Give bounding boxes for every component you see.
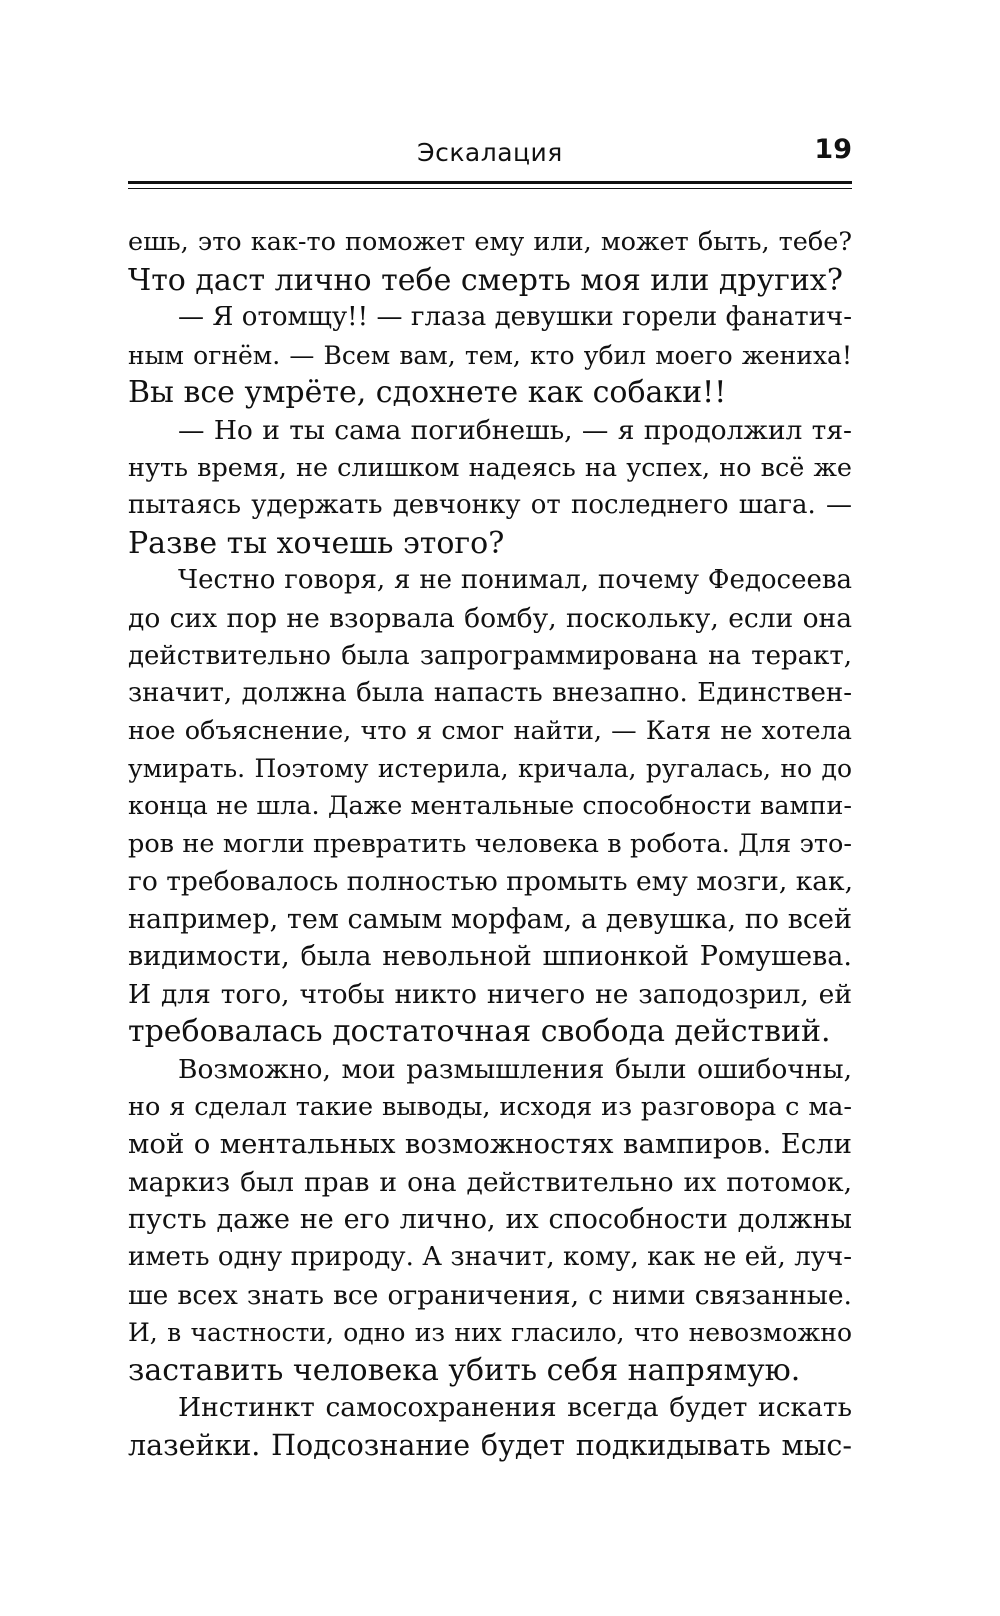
text-line: Честно говоря, я не понимал, почему Федосеева	[178, 565, 852, 596]
text-line: го требовалось полностью промыть ему мозги, как,	[128, 866, 854, 898]
text-line: значит, должна была напасть внезапно. Единствен-	[128, 678, 852, 709]
text-line: пусть даже не его лично, их способности должны	[128, 1204, 852, 1236]
text-line: Инстинкт самосохранения всегда будет искать	[178, 1392, 852, 1424]
running-header	[128, 132, 852, 172]
text-line: пытаясь удержать девчонку от последнего шага. —	[128, 490, 852, 521]
text-line: ров не могли превратить человека в робота. Для это-	[128, 828, 852, 859]
text-line: ешь, это как-то поможет ему или, может быть, тебе?	[128, 227, 852, 257]
text-line: до сих пор не взорвала бомбу, поскольку, если она	[128, 602, 852, 634]
text-line: нуть время, не слишком надеясь на успех, но всё же	[128, 452, 852, 483]
text-line: но я сделал такие выводы, исходя из разговора с ма-	[128, 1091, 852, 1122]
text-line: лазейки. Подсознание будет подкидывать мыс-	[128, 1429, 852, 1462]
text-line: Возможно, мои размышления были ошибочны,	[178, 1054, 852, 1086]
text-line: Вы все умрёте, сдохнете как собаки!!	[128, 375, 727, 411]
chapter-title: Эскалация	[417, 138, 563, 167]
text-line: видимости, была невольной шпионкой Ромушева.	[128, 941, 852, 973]
text-line: например, тем самым морфам, а девушка, по всей	[128, 903, 852, 935]
header-rule-thin	[128, 188, 852, 189]
text-line: Разве ты хочешь этого?	[128, 525, 505, 561]
page-number: 19	[814, 134, 852, 165]
text-line: Что даст лично тебе смерть моя или других?	[128, 262, 843, 298]
text-line: мой о ментальных возможностях вампиров. Если	[128, 1128, 852, 1161]
body-text	[128, 224, 852, 1465]
text-line: действительно была запрограммирована на теракт,	[128, 640, 852, 671]
text-line: конца не шла. Даже ментальные способности вампи-	[128, 790, 852, 821]
text-line: И, в частности, одно из них гласило, что невозможно	[128, 1318, 852, 1348]
text-line: иметь одну природу. А значит, кому, как не ей, луч-	[128, 1242, 852, 1273]
text-line: ное объяснение, что я смог найти, — Катя не хотела	[128, 715, 852, 746]
text-line: умирать. Поэтому истерила, кричала, ругалась, но до	[128, 754, 852, 784]
header-rule-thick	[128, 181, 852, 184]
text-line: ше всех знать все ограничения, с ними связанные.	[128, 1279, 852, 1311]
text-line: — Но и ты сама погибнешь, — я продолжил тя-	[178, 414, 852, 446]
text-line: ным огнём. — Всем вам, тем, кто убил моего жениха!	[128, 340, 852, 370]
text-line: И для того, чтобы никто ничего не заподозрил, ей	[128, 978, 852, 1010]
text-line: — Я отомщу!! — глаза девушки горели фанатич-	[178, 302, 852, 333]
text-line: маркиз был прав и она действительно их потомок,	[128, 1166, 852, 1198]
text-line: требовалась достаточная свобода действий.	[128, 1014, 831, 1050]
text-line: заставить человека убить себя напрямую.	[128, 1352, 801, 1388]
